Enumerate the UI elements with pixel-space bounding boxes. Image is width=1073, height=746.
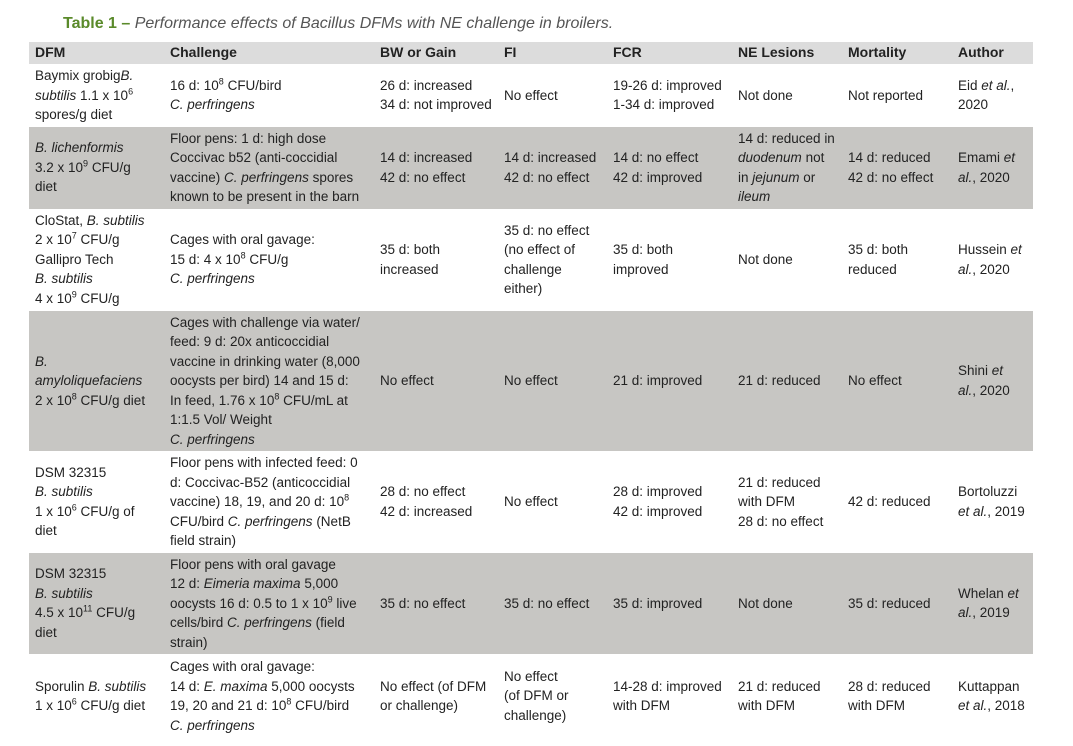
cell-mortality: 35 d: reduced [842, 553, 952, 655]
table-row [29, 553, 1033, 655]
cell-author: Emami et al., 2020 [952, 127, 1033, 209]
cell-fi: No effect [504, 494, 558, 509]
cell-ne-lesions: Not done [738, 251, 793, 267]
cell-ne-lesions: 21 d: reduced with DFM [738, 678, 821, 713]
col-header-ne-lesions: NE Lesions [732, 42, 842, 64]
cell-bw-gain: 14 d: increased 42 d: no effect [374, 127, 498, 209]
table-number: Table 1 – [63, 15, 135, 32]
cell-bw-gain: 26 d: increased 34 d: not improved [380, 77, 492, 113]
cell-mortality: 14 d: reduced 42 d: no effect [842, 127, 952, 209]
cell-author: Whelan et al., 2019 [952, 553, 1033, 655]
cell-author: Eid et al., 2020 [958, 77, 1015, 113]
table-row [29, 311, 1033, 452]
cell-bw-gain: 35 d: both increased [380, 242, 441, 277]
cell-fcr: 19-26 d: improved 1-34 d: improved [613, 77, 722, 113]
col-header-fi: FI [498, 42, 607, 64]
cell-challenge: Floor pens with infected feed: 0 d: Coccivac-B52 (anticoccidial vaccine) 18, 19, and 20 d: $10^8$ CFU/bird C. perfringens (NetB field strain) [170, 455, 358, 548]
table-row [29, 64, 1033, 127]
cell-fi: 14 d: increased 42 d: no effect [498, 127, 607, 209]
cell-challenge: Cages with oral gavage: 14 d: E. maxima 5,000 oocysts 19, 20 and 21 d: $10^8$ CFU/bird C. perfringens [170, 659, 355, 733]
cell-dfm: DSM 32315 B. subtilis 1 x $10^6$ CFU/g of diet [35, 464, 135, 539]
cell-dfm: Baymix grobigB. subtilis 1.1 x $10^6$ spores/g diet [35, 68, 134, 122]
table-row [29, 654, 1033, 738]
cell-author: Bortoluzzi et al., 2019 [958, 484, 1025, 519]
cell-fcr: 28 d: improved 42 d: improved [613, 484, 703, 519]
table-caption [63, 15, 613, 33]
col-header-author: Author [952, 42, 1033, 64]
table-row [29, 451, 1033, 553]
cell-challenge: Cages with challenge via water/ feed: 9 d: 20x anticoccidial vaccine in drinking water (8,000 oocysts per bird) 14 and 15 d: In feed, 1.76 x $10^8$ CFU/mL at 1:1.5 Vol/ Weight C. perfringens [164, 311, 374, 452]
cell-mortality: 28 d: reduced with DFM [848, 678, 931, 713]
cell-fi: No effect (of DFM or challenge) [504, 668, 569, 723]
cell-bw-gain: No effect (of DFM or challenge) [380, 678, 487, 713]
cell-mortality: 35 d: both reduced [848, 242, 909, 277]
table-body [29, 64, 1033, 738]
cell-dfm: B. amyloliquefaciens 2 x $10^8$ CFU/g diet [29, 311, 164, 452]
cell-fi: No effect [498, 311, 607, 452]
cell-bw-gain: No effect [374, 311, 498, 452]
cell-mortality: 42 d: reduced [848, 494, 931, 509]
col-header-mortality: Mortality [842, 42, 952, 64]
cell-dfm: DSM 32315 B. subtilis 4.5 x $10^{11}$ CFU/g diet [29, 553, 164, 655]
table-row [29, 127, 1033, 209]
cell-dfm: CloStat, B. subtilis 2 x $10^7$ CFU/g Gallipro Tech B. subtilis 4 x $10^9$ CFU/g [35, 212, 145, 306]
table-header-row [29, 42, 1033, 64]
cell-mortality: No effect [842, 311, 952, 452]
cell-fcr: 14-28 d: improved with DFM [613, 678, 722, 713]
cell-author: Shini et al., 2020 [952, 311, 1033, 452]
col-header-fcr: FCR [607, 42, 732, 64]
cell-fcr: 14 d: no effect 42 d: improved [607, 127, 732, 209]
col-header-dfm: DFM [29, 42, 164, 64]
cell-fi: No effect [504, 87, 558, 103]
cell-mortality: Not reported [848, 87, 924, 103]
cell-author: Kuttappan et al., 2018 [958, 678, 1025, 713]
cell-ne-lesions: Not done [732, 553, 842, 655]
cell-fcr: 35 d: both improved [613, 242, 674, 277]
cell-ne-lesions: 14 d: reduced in duodenum not in jejunum or ileum [732, 127, 842, 209]
table-row [29, 209, 1033, 311]
cell-ne-lesions: 21 d: reduced [732, 311, 842, 452]
cell-ne-lesions: Not done [738, 87, 793, 103]
cell-challenge: Cages with oral gavage: 15 d: 4 x $10^8$ CFU/g C. perfringens [170, 232, 315, 287]
cell-bw-gain: 28 d: no effect 42 d: increased [380, 484, 473, 519]
cell-challenge: 16 d: $10^8$ CFU/bird C. perfringens [170, 76, 282, 113]
cell-fi: 35 d: no effect [498, 553, 607, 655]
cell-dfm: Sporulin B. subtilis 1 x $10^6$ CFU/g diet [35, 678, 147, 713]
cell-dfm: B. lichenformis 3.2 x $10^9$ CFU/g diet [29, 127, 164, 209]
cell-challenge: Floor pens: 1 d: high dose Coccivac b52 (anti-coccidial vaccine) C. perfringens spores known to be present in the barn [164, 127, 374, 209]
cell-challenge: Floor pens with oral gavage 12 d: Eimeria maxima 5,000 oocysts 16 d: 0.5 to 1 x $10^9$ live cells/bird C. perfringens (field strain) [164, 553, 374, 655]
cell-bw-gain: 35 d: no effect [374, 553, 498, 655]
performance-table [29, 42, 1033, 738]
table-title: Performance effects of Bacillus DFMs with NE challenge in broilers. [134, 15, 614, 32]
col-header-challenge: Challenge [164, 42, 374, 64]
cell-fcr: 21 d: improved [607, 311, 732, 452]
col-header-bw-gain: BW or Gain [374, 42, 498, 64]
cell-fi: 35 d: no effect (no effect of challenge either) [504, 222, 590, 296]
cell-fcr: 35 d: improved [607, 553, 732, 655]
cell-author: Hussein et al., 2020 [958, 242, 1022, 277]
cell-ne-lesions: 21 d: reduced with DFM 28 d: no effect [738, 474, 824, 529]
